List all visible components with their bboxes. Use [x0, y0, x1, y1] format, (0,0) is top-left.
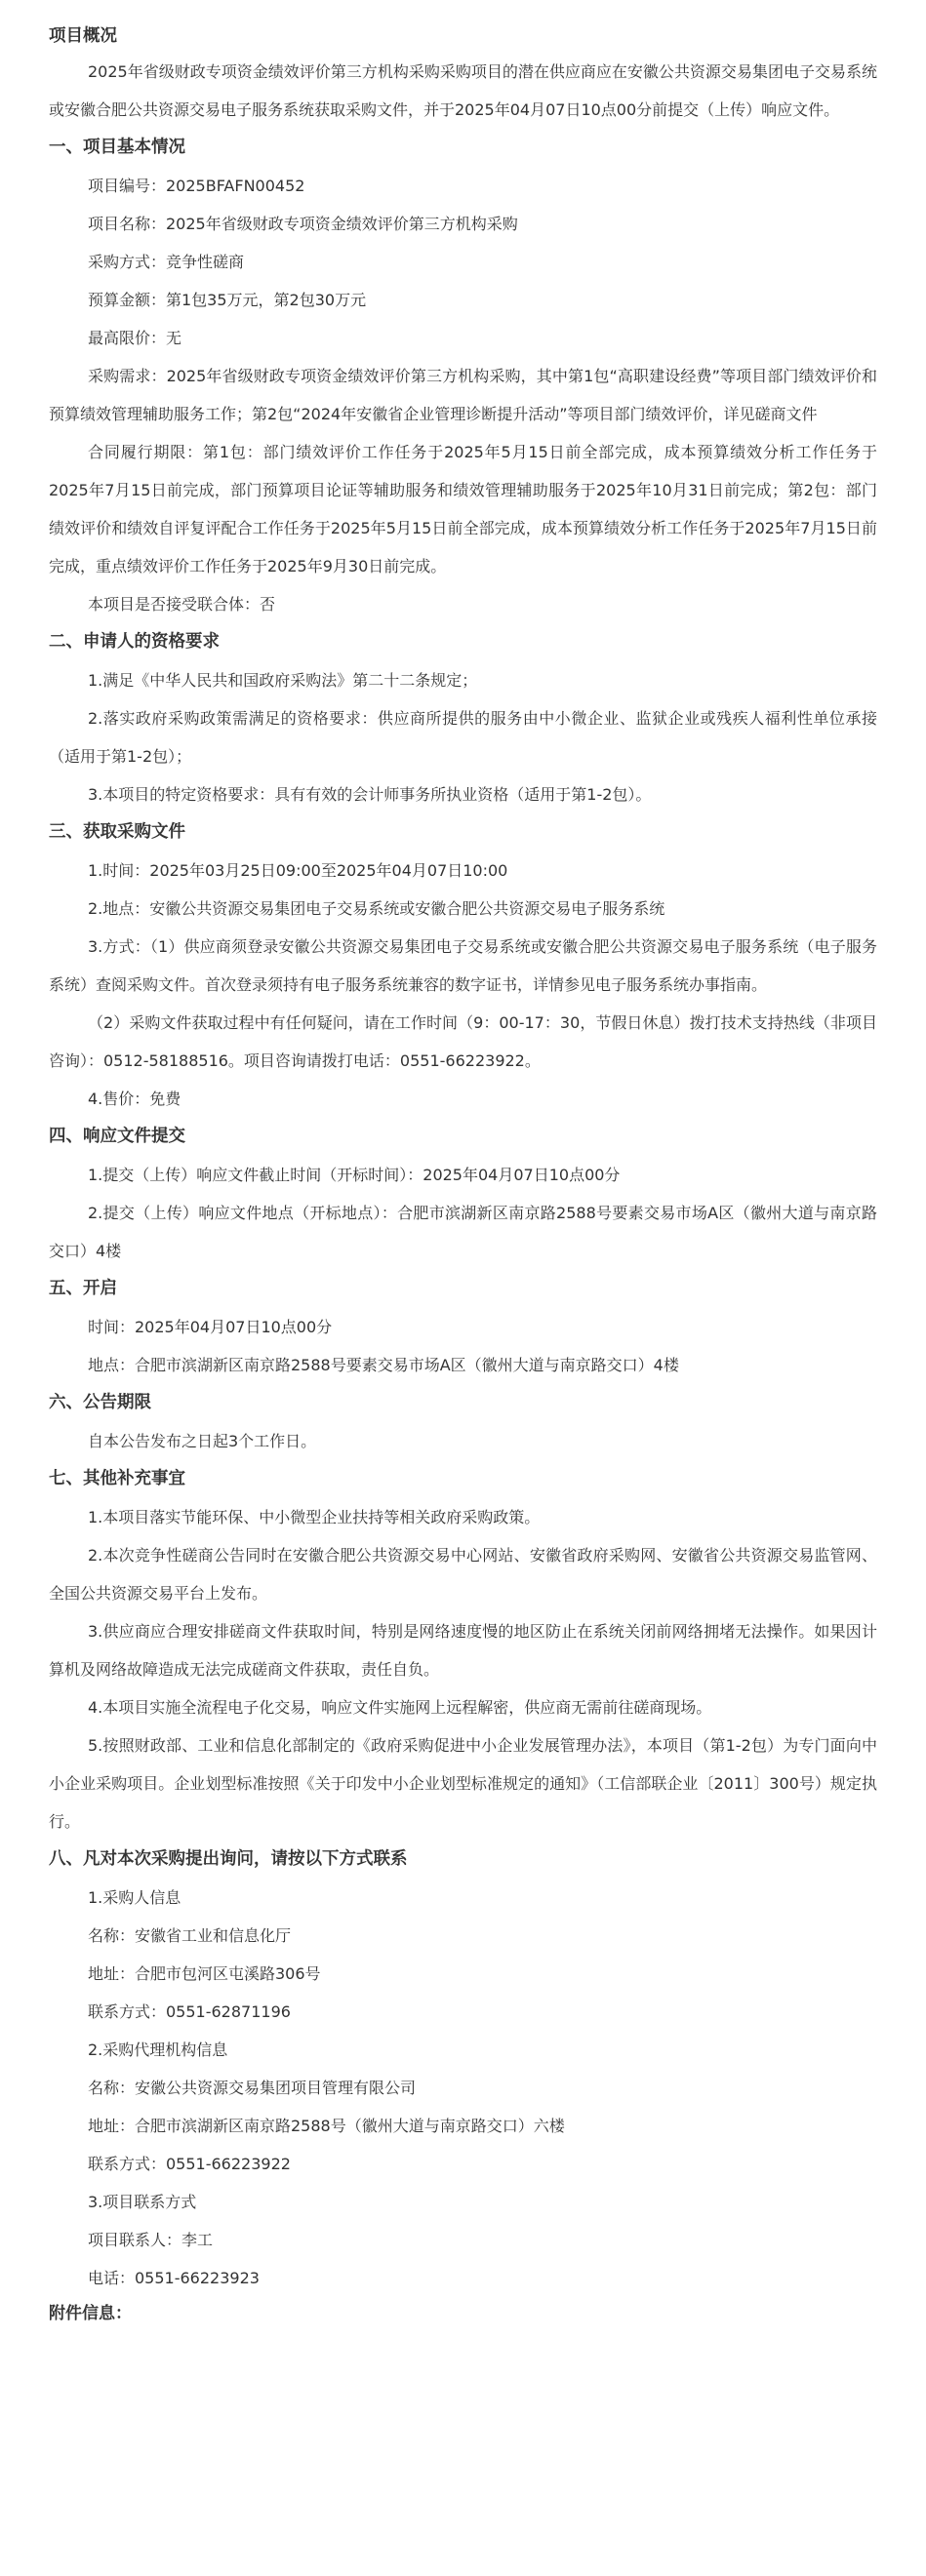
overview-text: 2025年省级财政专项资金绩效评价第三方机构采购采购项目的潜在供应商应在安徽公共资源交易集团电子交易系统或安徽合肥公共资源交易电子服务系统获取采购文件，并于2025年04月07日10点00分前提交（上传）响应文件。 — [49, 62, 877, 119]
agency-name: 名称：安徽公共资源交易集团项目管理有限公司 — [88, 2079, 417, 2097]
supplementary-item-3: 3.供应商应合理安排磋商文件获取时间，特别是网络速度慢的地区防止在系统关闭前网络拥堵无法操作。如果因计算机及网络故障造成无法完成磋商文件获取，责任自负。 — [49, 1622, 877, 1679]
submission-place: 2.提交（上传）响应文件地点（开标地点）：合肥市滨湖新区南京路2588号要素交易市场A区（徽州大道与南京路交口）4楼 — [49, 1204, 877, 1260]
section-title-submission: 四、响应文件提交 — [49, 1127, 185, 1146]
project-contact-heading: 3.项目联系方式 — [88, 2193, 197, 2211]
project-number: 项目编号：2025BFAFN00452 — [88, 177, 305, 195]
announcement-period: 自本公告发布之日起3个工作日。 — [88, 1432, 317, 1450]
agency-phone: 联系方式：0551-66223922 — [88, 2155, 291, 2173]
procurement-demand: 采购需求：2025年省级财政专项资金绩效评价第三方机构采购，其中第1包“高职建设经费”等项目部门绩效评价和预算绩效管理辅助服务工作；第2包“2024年安徽省企业管理诊断提升活动”等项目部门绩效评价，详见磋商文件 — [49, 367, 877, 423]
obtain-place: 2.地点：安徽公共资源交易集团电子交易系统或安徽合肥公共资源交易电子服务系统 — [88, 899, 665, 918]
section-title-contact: 八、凡对本次采购提出询问，请按以下方式联系 — [49, 1849, 408, 1869]
consortium-acceptance: 本项目是否接受联合体：否 — [88, 595, 276, 614]
qualification-item-3: 3.本项目的特定资格要求：具有有效的会计师事务所执业资格（适用于第1-2包）。 — [88, 785, 652, 804]
contract-period: 合同履行期限：第1包：部门绩效评价工作任务于2025年5月15日前全部完成，成本预算绩效分析工作任务于2025年7月15日前完成，部门预算项目论证等辅助服务和绩效管理辅助服务于2025年10月31日前完成；第2包：部门绩效评价和绩效自评复评配合工作任务于2025年5月15日前全部完成，成本预算绩效分析工作任务于2025年7月15日前完成，重点绩效评价工作任务于2025年9月30日前完成。 — [49, 443, 877, 575]
supplementary-item-2: 2.本次竞争性磋商公告同时在安徽合肥公共资源交易中心网站、安徽省政府采购网、安徽省公共资源交易监管网、全国公共资源交易平台上发布。 — [49, 1546, 877, 1603]
submission-deadline: 1.提交（上传）响应文件截止时间（开标时间）：2025年04月07日10点00分 — [88, 1166, 621, 1184]
buyer-info-heading: 1.采购人信息 — [88, 1888, 181, 1907]
supplementary-item-5: 5.按照财政部、工业和信息化部制定的《政府采购促进中小企业发展管理办法》，本项目（第1-2包）为专门面向中小企业采购项目。企业划型标准按照《关于印发中小企业划型标准规定的通知》（工信部联企业〔2011〕300号）规定执行。 — [49, 1736, 877, 1831]
supplementary-item-1: 1.本项目落实节能环保、中小微型企业扶持等相关政府采购政策。 — [88, 1508, 541, 1526]
agency-info-heading: 2.采购代理机构信息 — [88, 2041, 228, 2059]
section-title-obtain-documents: 三、获取采购文件 — [49, 822, 185, 842]
budget-amount: 预算金额：第1包35万元，第2包30万元 — [88, 291, 367, 309]
opening-time: 时间：2025年04月07日10点00分 — [88, 1318, 333, 1336]
qualification-item-2: 2.落实政府采购政策需满足的资格要求：供应商所提供的服务由中小微企业、监狱企业或残疾人福利性单位承接（适用于第1-2包）； — [49, 709, 877, 766]
section-title-basic-info: 一、项目基本情况 — [49, 138, 185, 157]
overview-title: 项目概况 — [49, 26, 117, 46]
section-title-opening: 五、开启 — [49, 1279, 117, 1298]
procurement-method: 采购方式：竞争性磋商 — [88, 253, 245, 271]
opening-place: 地点：合肥市滨湖新区南京路2588号要素交易市场A区（徽州大道与南京路交口）4楼 — [88, 1356, 679, 1374]
project-contact-phone: 电话：0551-66223923 — [88, 2269, 260, 2287]
buyer-phone: 联系方式：0551-62871196 — [88, 2002, 291, 2021]
attachment-label: 附件信息： — [49, 2304, 132, 2323]
obtain-support: （2）采购文件获取过程中有任何疑问，请在工作时间（9：00-17：30，节假日休息）拨打技术支持热线（非项目咨询）：0512-58188516。项目咨询请拨打电话：0551-66223922。 — [49, 1013, 877, 1070]
section-title-supplementary: 七、其他补充事宜 — [49, 1469, 185, 1488]
obtain-time: 1.时间：2025年03月25日09:00至2025年04月07日10:00 — [88, 861, 508, 880]
section-title-announcement-period: 六、公告期限 — [49, 1393, 151, 1412]
qualification-item-1: 1.满足《中华人民共和国政府采购法》第二十二条规定； — [88, 671, 478, 690]
buyer-address: 地址：合肥市包河区屯溪路306号 — [88, 1964, 321, 1983]
agency-address: 地址：合肥市滨湖新区南京路2588号（徽州大道与南京路交口）六楼 — [88, 2117, 565, 2135]
project-contact-person: 项目联系人：李工 — [88, 2231, 214, 2249]
obtain-method: 3.方式：（1）供应商须登录安徽公共资源交易集团电子交易系统或安徽合肥公共资源交易电子服务系统（电子服务系统）查阅采购文件。首次登录须持有电子服务系统兼容的数字证书，详情参见电子服务系统办事指南。 — [49, 937, 877, 994]
supplementary-item-4: 4.本项目实施全流程电子化交易，响应文件实施网上远程解密，供应商无需前往磋商现场。 — [88, 1698, 712, 1717]
document-price: 4.售价：免费 — [88, 1090, 181, 1108]
section-title-qualifications: 二、申请人的资格要求 — [49, 632, 220, 652]
buyer-name: 名称：安徽省工业和信息化厅 — [88, 1926, 292, 1945]
project-name: 项目名称：2025年省级财政专项资金绩效评价第三方机构采购 — [88, 215, 518, 233]
max-price: 最高限价：无 — [88, 329, 182, 347]
